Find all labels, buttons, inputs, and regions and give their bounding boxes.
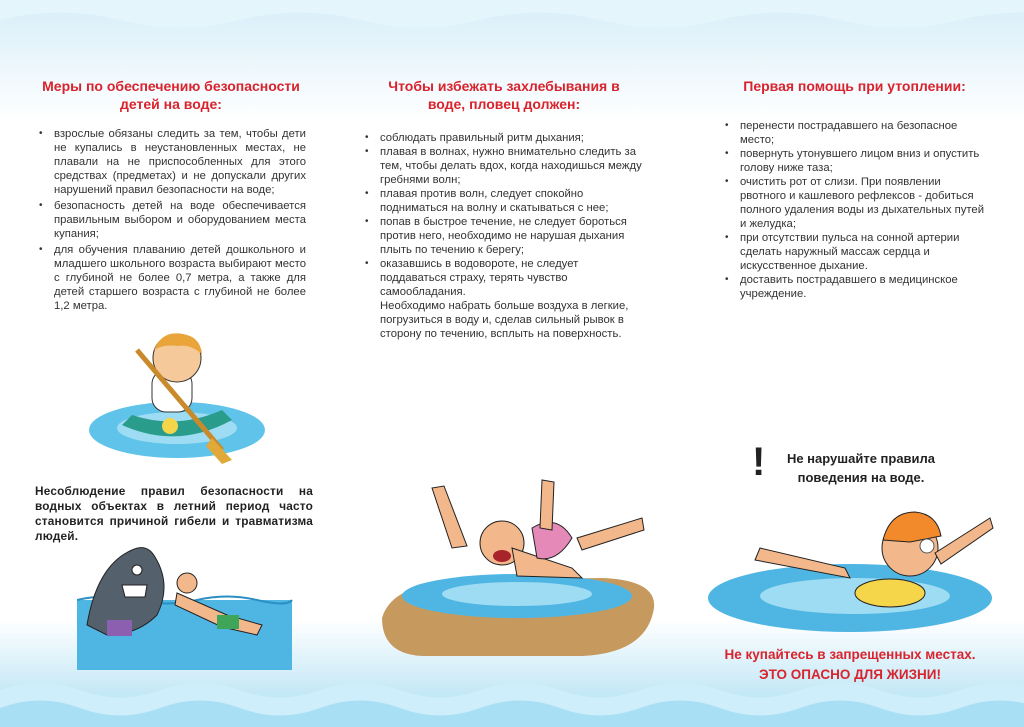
heading-avoid-choking	[362, 77, 646, 113]
heading-line-1: Меры по обеспечению безопасности	[42, 78, 300, 94]
column-first-aid	[722, 77, 987, 301]
list-item: • доставить пострадавшего в медицинское учреждение.	[722, 273, 987, 301]
swimmer-illustration	[705, 498, 995, 638]
rules-reminder-line-2: поведения на воде.	[797, 470, 925, 485]
list-item: • оказавшись в водовороте, не следует поддаваться страху, терять чувство самообладания.	[362, 257, 646, 299]
heading-line-2: детей на воде:	[120, 96, 222, 112]
avoid-choking-list	[362, 131, 646, 341]
warning-text: Несоблюдение правил безопасности на водных объектах в летний период часто становится причиной гибели и травматизма людей.	[35, 484, 313, 543]
rules-reminder	[776, 449, 946, 487]
bottom-warning	[702, 645, 998, 685]
list-item: • для обучения плаванию детей дошкольного и младшего школьного возраста выбирают место с глубиной не более 0,7 метра, а также для детей старшего возраста с глубиной не более 1,2 метра.	[36, 243, 306, 313]
bottom-warning-line-1: Не купайтесь в запрещенных местах.	[724, 647, 976, 662]
first-aid-list	[722, 119, 987, 301]
heading-first-aid: Первая помощь при утоплении:	[743, 78, 966, 94]
list-item: • плавая в волнах, нужно внимательно следить за тем, чтобы делать вдох, когда находишься между гребнями волн;	[362, 145, 646, 187]
drowning-man-illustration	[382, 468, 662, 658]
list-item: • при отсутствии пульса на сонной артерии сделать наружный массаж сердца и искусственное дыхание.	[722, 231, 987, 273]
list-item: • безопасность детей на воде обеспечивается правильным выбором и оборудованием места купания;	[36, 199, 306, 241]
safety-measures-list	[36, 127, 306, 313]
list-item: • перенести пострадавшего на безопасное место;	[722, 119, 987, 147]
column-avoid-choking	[362, 77, 646, 341]
list-item: • очистить рот от слизи. При появлении рвотного и кашлевого рефлексов - добиться полного удаления воды из дыхательных путей и желудка;	[722, 175, 987, 231]
heading-safety-measures	[36, 77, 306, 113]
child-in-boat-illustration	[82, 330, 267, 470]
heading-line-2: воде, пловец должен:	[427, 96, 581, 112]
shark-and-swimmer-illustration	[77, 545, 297, 670]
list-item: • плавая против волн, следует спокойно подниматься на волну и скатываться с нее;	[362, 187, 646, 215]
list-item-continuation: Необходимо набрать больше воздуха в легкие, погрузиться в воду и, сделав сильный рывок в сторону по течению, всплыть на поверхность.	[380, 300, 629, 340]
list-item: • попав в быстрое течение, не следует бороться против него, необходимо не нарушая дыхания плыть по течению к берегу;	[362, 215, 646, 257]
heading-line-1: Чтобы избежать захлебывания в	[388, 78, 620, 94]
list-item: • повернуть утонувшего лицом вниз и опустить голову ниже таза;	[722, 147, 987, 175]
list-item: • соблюдать правильный ритм дыхания;	[362, 131, 646, 145]
rules-reminder-line-1: Не нарушайте правила	[786, 451, 936, 466]
column-safety-measures	[36, 77, 306, 315]
exclamation-icon: !	[752, 440, 766, 484]
list-item: • взрослые обязаны следить за тем, чтобы дети не купались в неустановленных местах, не плавали на не приспособленных для этого средствах (предметах) и не допускали других нарушений правил безопасности на воде;	[36, 127, 306, 197]
bottom-warning-line-2: ЭТО ОПАСНО ДЛЯ ЖИЗНИ!	[759, 667, 941, 682]
